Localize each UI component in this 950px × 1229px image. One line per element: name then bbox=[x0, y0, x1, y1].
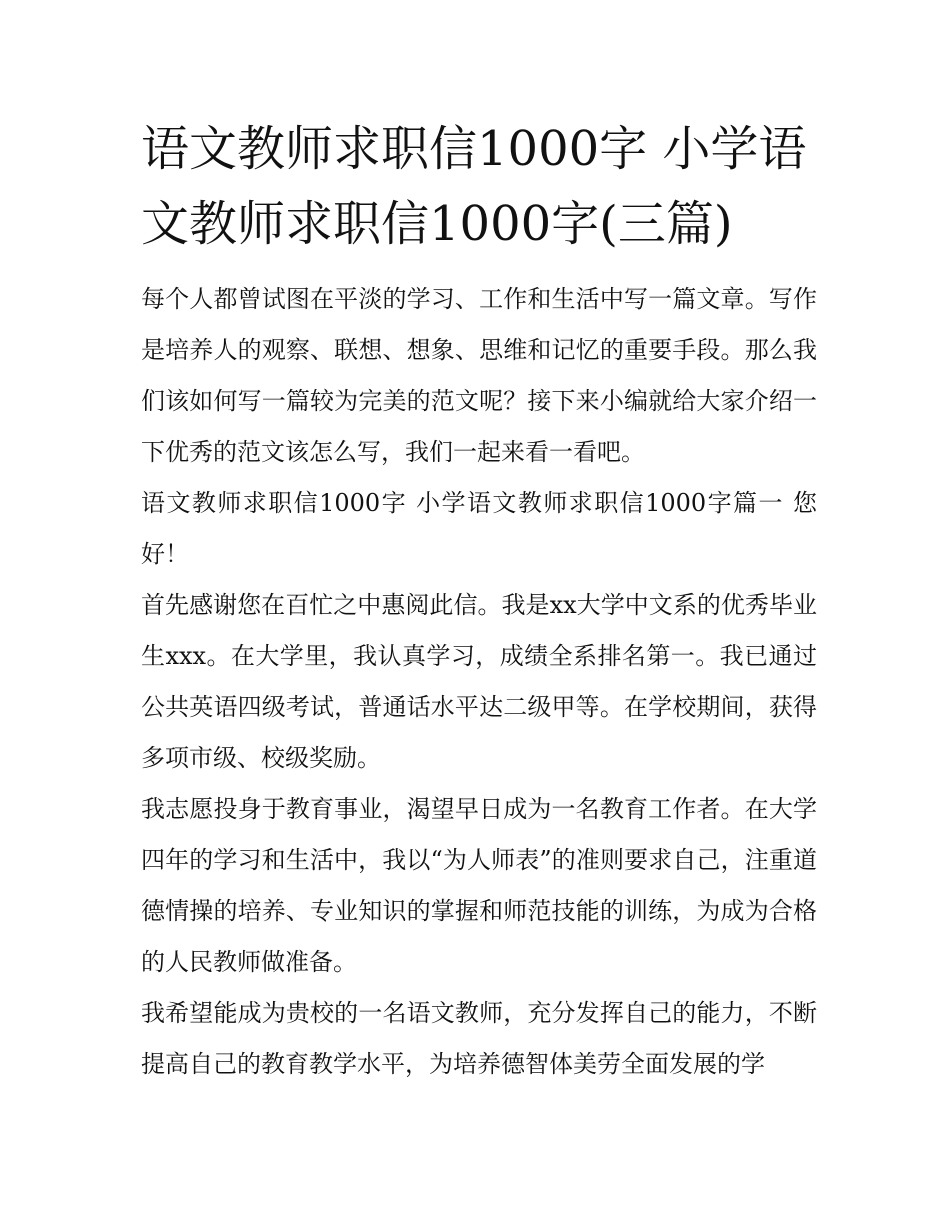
paragraph-goal: 我希望能成为贵校的一名语文教师，充分发挥自己的能力，不断提高自己的教育教学水平，为培养德智体美劳全面发展的学 bbox=[141, 999, 817, 1078]
document-body bbox=[141, 274, 817, 1090]
paragraph-education: 首先感谢您在百忙之中惠阅此信。我是xx大学中文系的优秀毕业生xxx。在大学里，我认真学习，成绩全系排名第一。我已通过公共英语四级考试，普通话水平达二级甲等。在学校期间，获得多项市级、校级奖励。 bbox=[141, 591, 817, 772]
paragraph-intro: 每个人都曾试图在平淡的学习、工作和生活中写一篇文章。写作是培养人的观察、联想、想象、思维和记忆的重要手段。那么我们该如何写一篇较为完美的范文呢？接下来小编就给大家介绍一下优秀的范文该怎么写，我们一起来看一看吧。 bbox=[141, 285, 817, 466]
paragraph-greeting: 语文教师求职信1000字 小学语文教师求职信1000字篇一 您好！ bbox=[141, 489, 817, 568]
document-title: 语文教师求职信1000字 小学语文教师求职信1000字(三篇) bbox=[141, 121, 807, 252]
document-page bbox=[141, 112, 817, 1090]
paragraph-aspiration: 我志愿投身于教育事业，渴望早日成为一名教育工作者。在大学四年的学习和生活中，我以“为人师表”的准则要求自己，注重道德情操的培养、专业知识的掌握和师范技能的训练，为成为合格的人民教师做准备。 bbox=[141, 795, 817, 976]
